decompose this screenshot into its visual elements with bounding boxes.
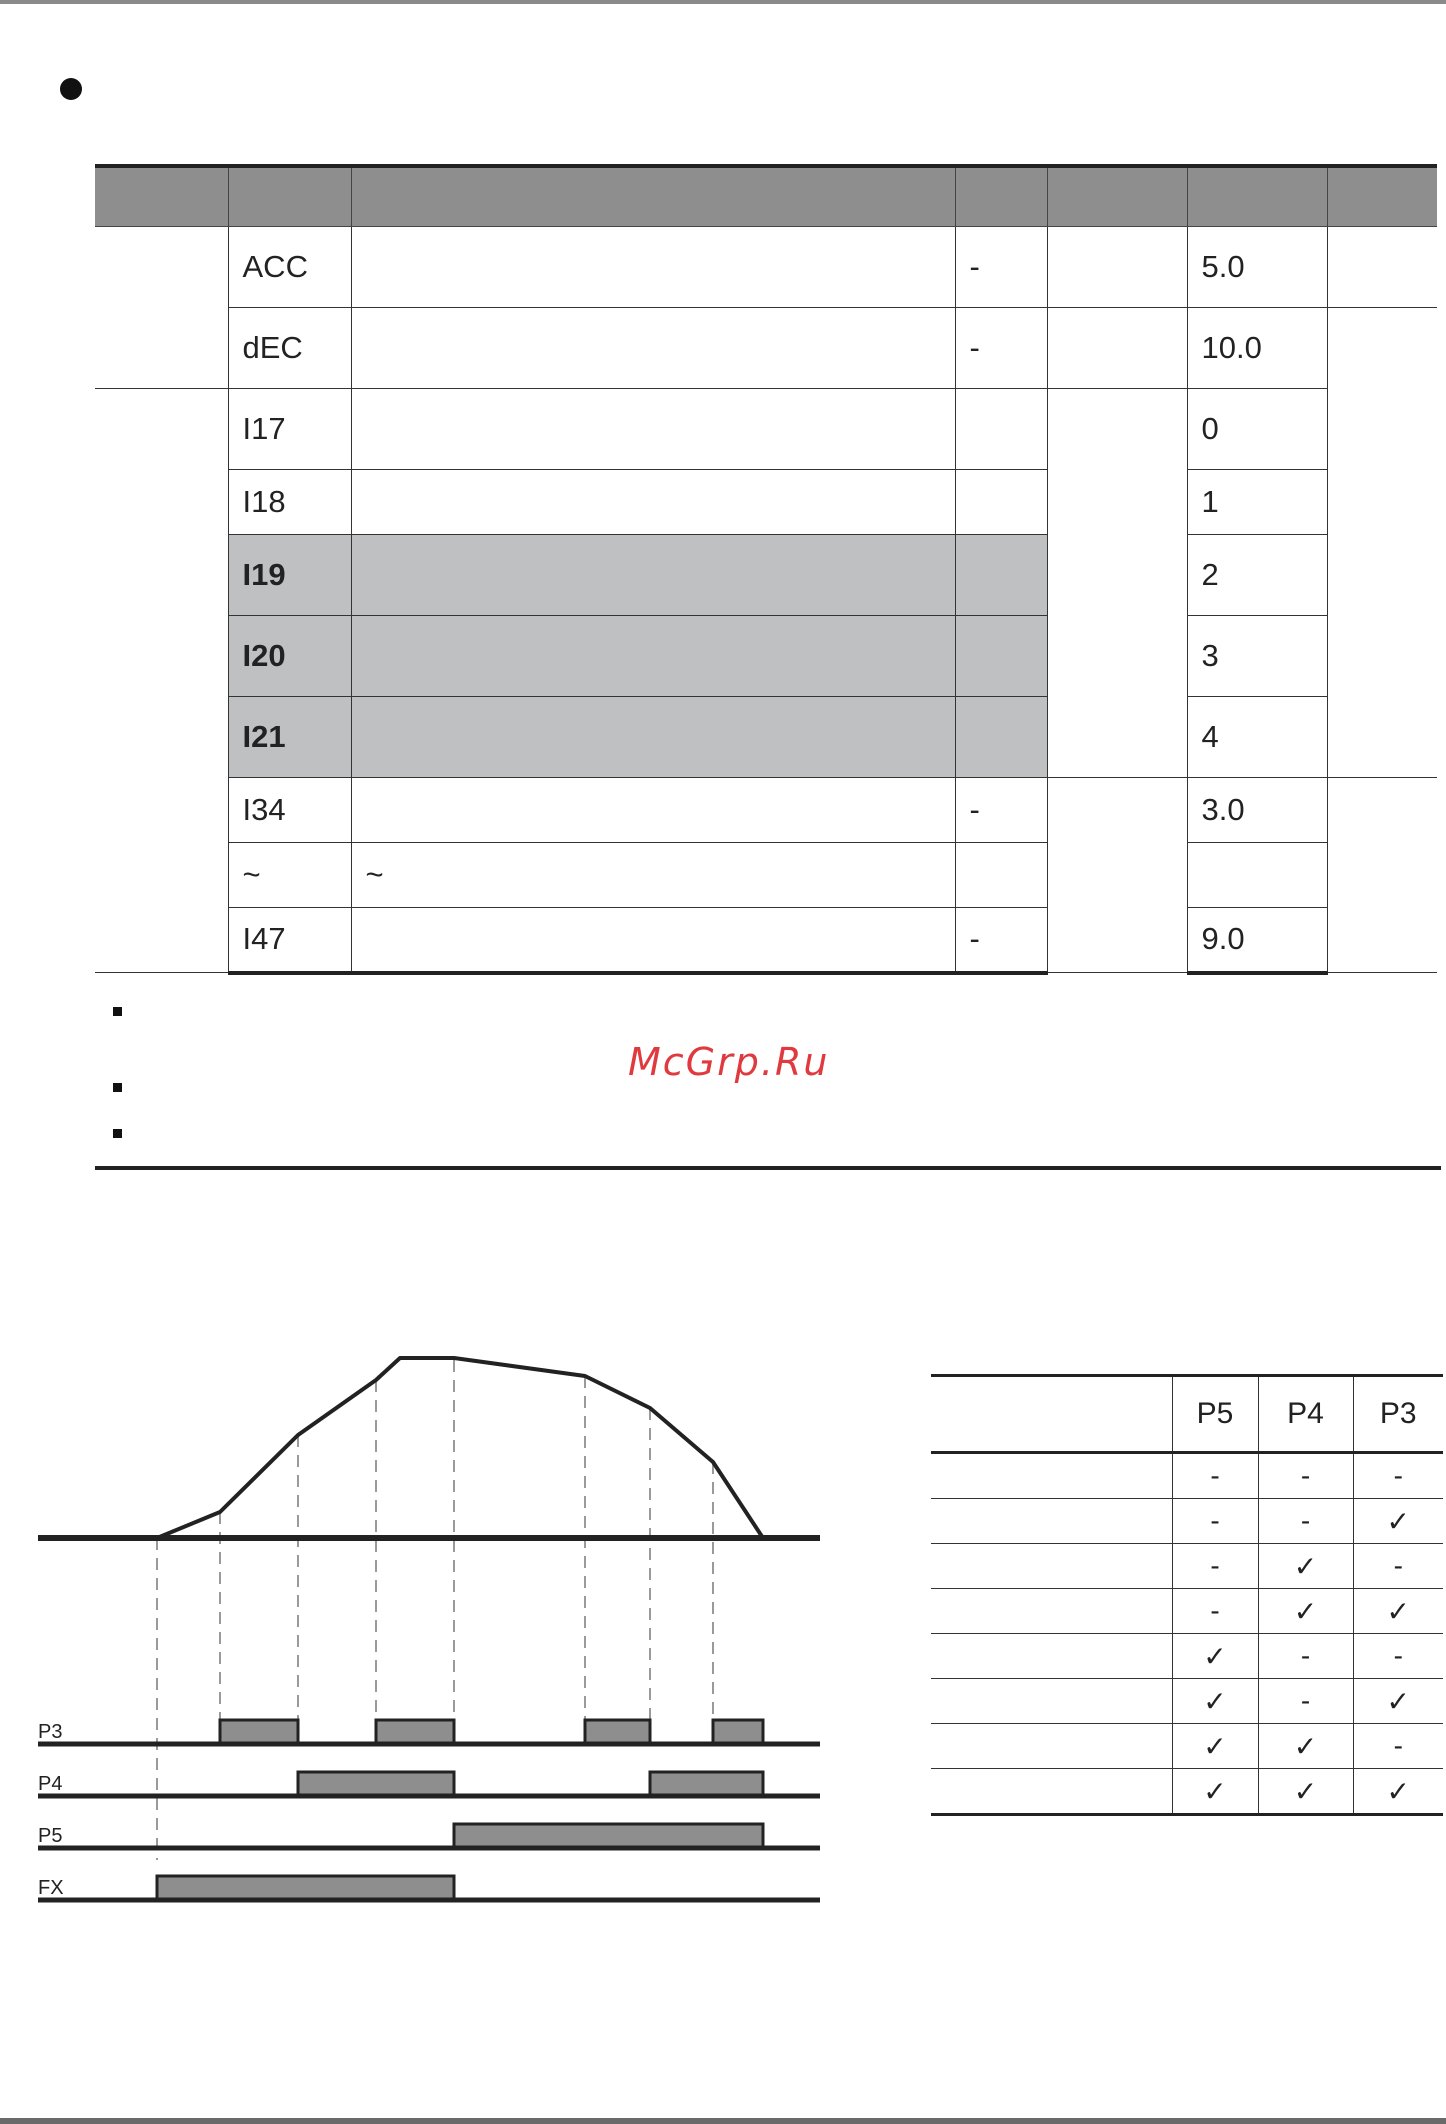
combo-cell: - — [1172, 1499, 1258, 1544]
param-code: ACC — [228, 227, 351, 308]
table-row — [95, 470, 1437, 535]
combo-cell: - — [1172, 1453, 1258, 1499]
note-bullet — [113, 1129, 122, 1138]
header-range — [1047, 166, 1187, 227]
combo-header-row — [931, 1376, 1443, 1453]
param-desc — [351, 470, 955, 535]
combo-cell: ✓ — [1258, 1589, 1353, 1634]
param-desc — [351, 227, 955, 308]
param-default: 3.0 — [1187, 778, 1327, 843]
header-code — [228, 166, 351, 227]
combo-cell: - — [1172, 1589, 1258, 1634]
combination-table — [931, 1374, 1443, 1816]
param-default: 5.0 — [1187, 227, 1327, 308]
combo-header-p5: P5 — [1172, 1376, 1258, 1453]
param-code: dEC — [228, 308, 351, 389]
table-row — [95, 908, 1437, 973]
combo-cell: - — [1353, 1453, 1443, 1499]
combo-cell: ✓ — [1258, 1769, 1353, 1815]
signal-fx — [38, 1876, 820, 1900]
signal-label-fx: FX — [38, 1877, 64, 1899]
signal-label-p3: P3 — [38, 1721, 63, 1743]
param-code: I20 — [228, 616, 351, 697]
combo-row-label — [931, 1544, 1172, 1589]
signal-p4 — [38, 1772, 820, 1796]
combo-row-label — [931, 1499, 1172, 1544]
param-unit: - — [955, 227, 1047, 308]
table-row — [95, 227, 1437, 308]
table-row — [95, 308, 1437, 389]
signal-p3 — [38, 1720, 820, 1744]
timing-diagram — [30, 1340, 830, 1920]
param-desc — [351, 535, 955, 616]
combo-row-label — [931, 1634, 1172, 1679]
combo-row-label — [931, 1769, 1172, 1815]
signal-p5 — [38, 1824, 820, 1848]
combo-header-p4: P4 — [1258, 1376, 1353, 1453]
header-unit — [955, 166, 1047, 227]
param-code: I18 — [228, 470, 351, 535]
param-code: I21 — [228, 697, 351, 778]
bottom-rule — [0, 2118, 1446, 2124]
table-row — [931, 1453, 1443, 1499]
param-code: ~ — [228, 843, 351, 908]
param-unit — [955, 389, 1047, 470]
param-default: 9.0 — [1187, 908, 1327, 973]
combo-cell: - — [1353, 1634, 1443, 1679]
table-row — [95, 843, 1437, 908]
combo-cell: ✓ — [1258, 1724, 1353, 1769]
combo-row-label — [931, 1679, 1172, 1724]
combo-cell: ✓ — [1258, 1544, 1353, 1589]
param-unit — [955, 843, 1047, 908]
combo-cell: - — [1258, 1679, 1353, 1724]
param-default: 3 — [1187, 616, 1327, 697]
table-row — [931, 1589, 1443, 1634]
param-default: 0 — [1187, 389, 1327, 470]
section-bullet — [60, 78, 82, 100]
signal-label-p5: P5 — [38, 1825, 63, 1847]
header-group — [95, 166, 228, 227]
param-unit — [955, 535, 1047, 616]
top-rule — [0, 0, 1446, 4]
combo-cell: ✓ — [1353, 1679, 1443, 1724]
param-desc: ~ — [351, 843, 955, 908]
table-row — [95, 697, 1437, 778]
combo-row-label — [931, 1589, 1172, 1634]
combo-row-label — [931, 1724, 1172, 1769]
param-desc — [351, 697, 955, 778]
param-default — [1187, 843, 1327, 908]
param-unit: - — [955, 778, 1047, 843]
combo-cell: ✓ — [1172, 1634, 1258, 1679]
param-code: I34 — [228, 778, 351, 843]
param-default: 2 — [1187, 535, 1327, 616]
table-row — [95, 778, 1437, 843]
note-bullet — [113, 1083, 122, 1092]
param-unit — [955, 470, 1047, 535]
combo-cell: - — [1353, 1544, 1443, 1589]
param-code: I19 — [228, 535, 351, 616]
param-unit — [955, 616, 1047, 697]
param-unit: - — [955, 908, 1047, 973]
note-bullet — [113, 1007, 122, 1016]
header-description — [351, 166, 955, 227]
speed-profile — [157, 1358, 763, 1538]
combo-cell: ✓ — [1172, 1679, 1258, 1724]
header-default — [1187, 166, 1327, 227]
table-row — [95, 389, 1437, 470]
param-desc — [351, 308, 955, 389]
combo-cell: - — [1258, 1453, 1353, 1499]
param-unit — [955, 697, 1047, 778]
combo-cell: - — [1258, 1499, 1353, 1544]
combo-cell: - — [1258, 1634, 1353, 1679]
combo-cell: ✓ — [1353, 1769, 1443, 1815]
param-default: 1 — [1187, 470, 1327, 535]
combo-cell: - — [1353, 1724, 1443, 1769]
parameter-table — [95, 164, 1437, 975]
combo-cell: ✓ — [1353, 1589, 1443, 1634]
table-row — [931, 1724, 1443, 1769]
header-adjust — [1327, 166, 1437, 227]
table-row — [931, 1544, 1443, 1589]
param-desc — [351, 389, 955, 470]
combo-row-label — [931, 1453, 1172, 1499]
table-row — [95, 616, 1437, 697]
param-unit: - — [955, 308, 1047, 389]
combo-cell: ✓ — [1172, 1724, 1258, 1769]
combo-header-label — [931, 1376, 1172, 1453]
param-desc — [351, 616, 955, 697]
param-desc — [351, 778, 955, 843]
watermark-text: McGrp.Ru — [628, 1040, 830, 1084]
table-header-row — [95, 166, 1437, 227]
param-code: I47 — [228, 908, 351, 973]
combo-cell: ✓ — [1353, 1499, 1443, 1544]
table-row — [95, 535, 1437, 616]
param-code: I17 — [228, 389, 351, 470]
table-row — [931, 1769, 1443, 1815]
table-row — [931, 1634, 1443, 1679]
combo-cell: ✓ — [1172, 1769, 1258, 1815]
signal-label-p4: P4 — [38, 1773, 63, 1795]
param-default: 4 — [1187, 697, 1327, 778]
combo-header-p3: P3 — [1353, 1376, 1443, 1453]
param-default: 10.0 — [1187, 308, 1327, 389]
table-row — [931, 1679, 1443, 1724]
combo-cell: - — [1172, 1544, 1258, 1589]
param-desc — [351, 908, 955, 973]
table-row — [931, 1499, 1443, 1544]
notes-rule — [95, 1166, 1441, 1170]
